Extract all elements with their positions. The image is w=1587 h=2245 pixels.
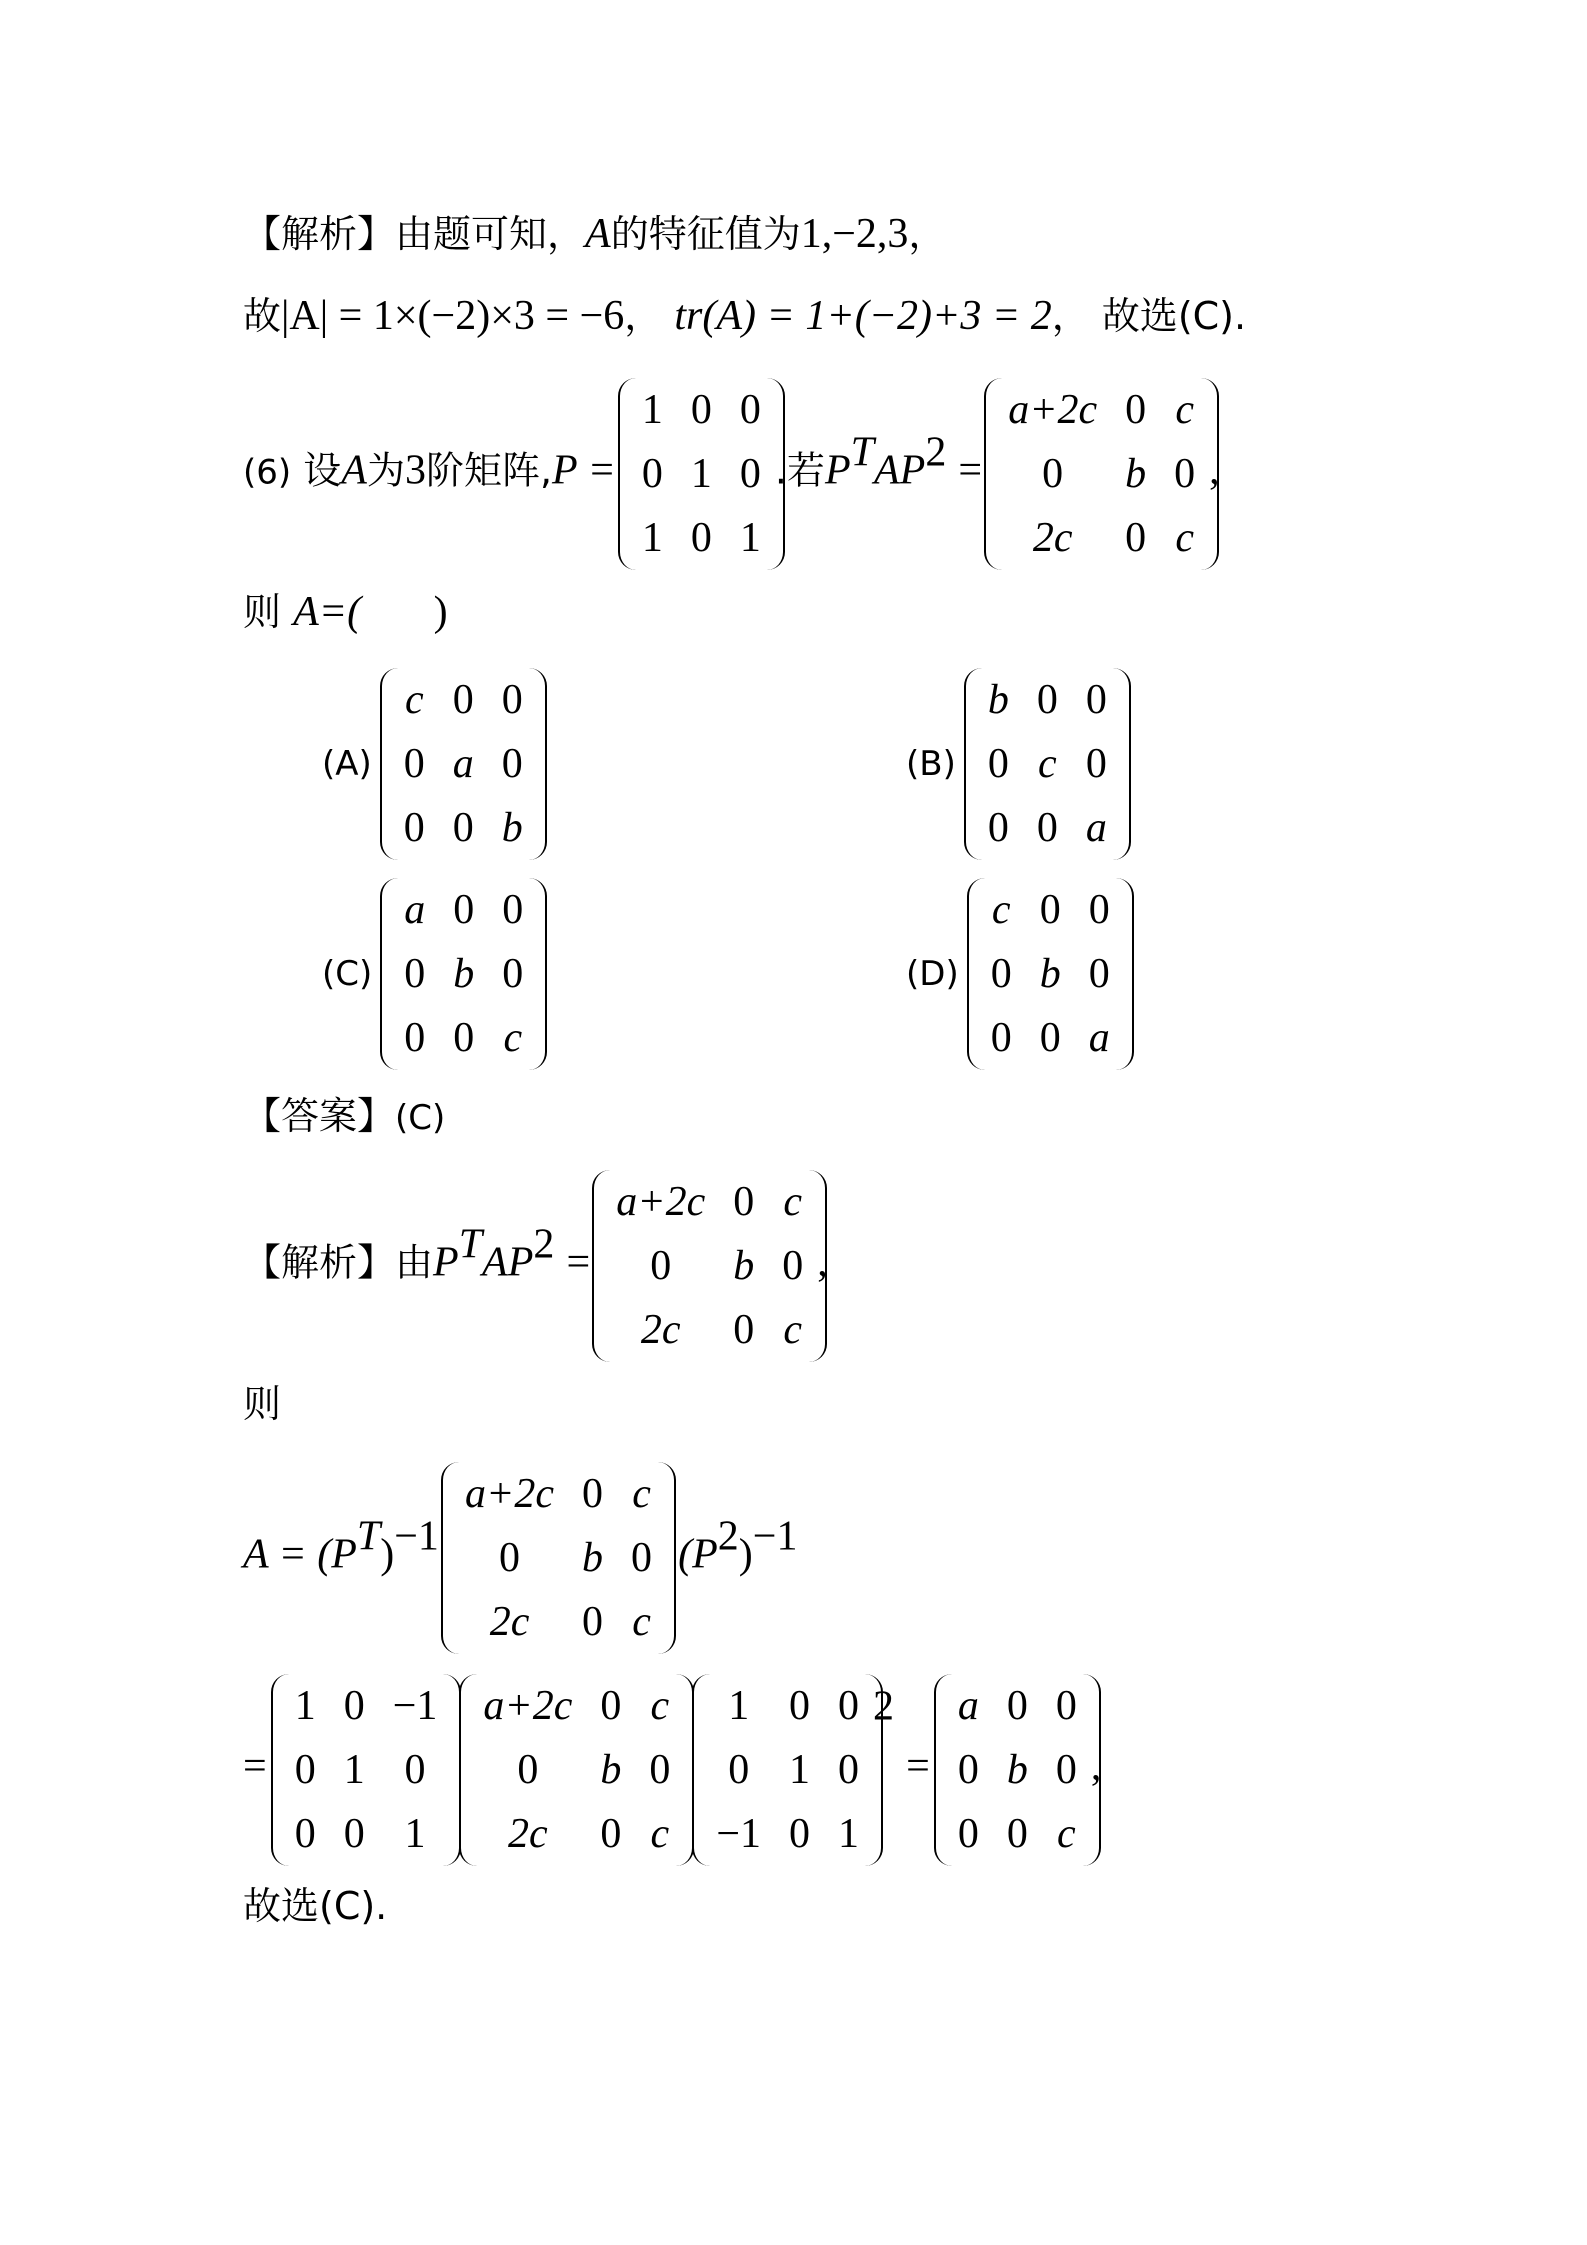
matrix-cell: 0: [789, 1683, 811, 1729]
matrix-cell: 2c: [508, 1811, 548, 1857]
matrix-P-inverse-T: [281, 1674, 452, 1866]
option-A: [322, 668, 537, 860]
matrix-cell: 0: [343, 1683, 365, 1729]
option-label: (A): [322, 744, 372, 784]
matrix-cell: 0: [1039, 887, 1061, 933]
matrix-given: [451, 1462, 666, 1654]
matrix-cell: 0: [502, 951, 524, 997]
matrix-cell: 0: [987, 741, 1009, 787]
option-matrix: [977, 878, 1124, 1070]
matrix-cell: c: [503, 1015, 523, 1061]
matrix-cell: b: [987, 677, 1009, 723]
analysis-text: 由: [395, 1240, 434, 1285]
blank-close: ): [433, 589, 448, 635]
matrix-cell: 0: [582, 1599, 604, 1645]
then-text: 则: [243, 590, 282, 634]
question-number: (6): [243, 452, 292, 493]
option-C: [322, 878, 537, 1070]
blank-open: A=(: [293, 589, 362, 635]
square-sup: 2: [717, 1513, 739, 1560]
answer-value: (C): [395, 1098, 446, 1138]
punct: ，: [908, 212, 947, 256]
var-A: A: [341, 447, 367, 494]
punct: ,: [817, 1239, 828, 1286]
matrix-cell: c: [991, 887, 1011, 933]
paren-close: ): [738, 1531, 753, 1578]
matrix-cell: 1: [728, 1683, 750, 1729]
matrix-cell: c: [1038, 741, 1057, 787]
matrix-cell: 0: [990, 1015, 1012, 1061]
option-label: (C): [322, 954, 373, 994]
matrix-cell: 0: [838, 1683, 860, 1729]
matrix-cell: c: [650, 1683, 670, 1729]
matrix-cell: 1: [641, 387, 663, 433]
matrix-cell: 1: [294, 1683, 316, 1729]
var-AP: AP: [482, 1239, 534, 1286]
matrix-P: [628, 378, 775, 570]
matrix-cell: 0: [1085, 741, 1107, 787]
matrix-cell: 0: [739, 451, 761, 497]
derivation-line-2: [243, 1674, 1101, 1866]
matrix-cell: 0: [600, 1811, 622, 1857]
matrix-cell: 0: [1055, 1683, 1077, 1729]
eigenvalues: 1,−2,3: [800, 211, 909, 257]
matrix-cell: 2c: [489, 1599, 530, 1645]
matrix-cell: 0: [782, 1243, 804, 1289]
matrix-cell: 0: [343, 1811, 365, 1857]
matrix-cell: 0: [957, 1811, 979, 1857]
lhs-expr: A = (P: [243, 1531, 357, 1578]
matrix-cell: a: [1085, 805, 1107, 851]
transpose-sup: T: [356, 1513, 381, 1560]
option-label: (D): [906, 954, 959, 994]
matrix-cell: c: [632, 1599, 651, 1645]
answer-label: 【答案】: [243, 1094, 396, 1138]
paren-close: ): [380, 1531, 395, 1578]
matrix-cell: b: [501, 805, 523, 851]
then-line: [243, 588, 448, 636]
matrix-cell: c: [1175, 387, 1194, 433]
matrix-cell: 0: [1125, 515, 1147, 561]
matrix-cell: b: [600, 1747, 622, 1793]
matrix-cell: 0: [990, 951, 1012, 997]
matrix-cell: 0: [501, 677, 523, 723]
matrix-cell: 1: [739, 515, 761, 561]
matrix-cell: 0: [452, 805, 474, 851]
matrix-cell: 0: [957, 1747, 979, 1793]
P-equals: P =: [552, 447, 616, 494]
matrix-cell: 2c: [640, 1307, 681, 1353]
matrix-cell: c: [1175, 515, 1194, 561]
equals: =: [243, 1743, 267, 1790]
matrix-cell: 0: [517, 1747, 539, 1793]
square-sup: 2: [925, 429, 947, 476]
square-sup: 2: [873, 1683, 895, 1730]
conclusion-line: [243, 1882, 387, 1930]
then-text: 则: [243, 1382, 282, 1426]
transpose-sup: T: [458, 1221, 483, 1268]
option-matrix: [974, 668, 1121, 860]
punct: ,: [1090, 1743, 1102, 1790]
determinant-expr: |A| = 1×(−2)×3 = −6: [281, 293, 625, 339]
matrix-cell: c: [783, 1179, 803, 1225]
option-matrix: [390, 878, 537, 1070]
matrix-cell: 0: [404, 1015, 426, 1061]
matrix-cell: 0: [294, 1747, 316, 1793]
matrix-cell: 0: [739, 387, 761, 433]
matrix-cell: 0: [1088, 887, 1110, 933]
matrix-cell: c: [1057, 1811, 1076, 1857]
prev-analysis-line: [243, 210, 946, 258]
gu-text: 故: [243, 294, 282, 338]
matrix-cell: 0: [789, 1811, 811, 1857]
derivation-line-1: [243, 1462, 797, 1654]
matrix-cell: b: [582, 1535, 604, 1581]
matrix-cell: 0: [404, 1747, 426, 1793]
matrix-cell: 0: [453, 1015, 475, 1061]
punct: ，: [624, 294, 663, 338]
matrix-cell: 0: [987, 805, 1009, 851]
matrix-cell: 0: [1036, 805, 1058, 851]
prev-calc-line: [243, 292, 1246, 340]
matrix-cell: c: [650, 1811, 670, 1857]
var-A: A: [585, 211, 611, 257]
matrix-cell: 1: [690, 451, 712, 497]
matrix-cell: 0: [650, 1243, 672, 1289]
matrix-cell: a+2c: [483, 1683, 573, 1729]
matrix-cell: 0: [1088, 951, 1110, 997]
question-text: .若: [774, 448, 825, 493]
question-text: 设: [303, 448, 342, 493]
matrix-cell: 2c: [1032, 515, 1073, 561]
matrix-cell: 0: [1085, 677, 1107, 723]
matrix-cell: 0: [733, 1179, 755, 1225]
analysis-label: 【解析】: [243, 212, 396, 256]
trace-expr: tr(A) = 1+(−2)+3 = 2: [674, 293, 1052, 339]
matrix-cell: 0: [728, 1747, 750, 1793]
question-text: 为: [366, 448, 405, 493]
matrix-cell: 0: [403, 741, 425, 787]
square-sup: 2: [533, 1221, 555, 1268]
rhs-expr: (P: [678, 1531, 718, 1578]
matrix-cell: 0: [501, 741, 523, 787]
option-matrix: [390, 668, 537, 860]
matrix-cell: 0: [582, 1471, 604, 1517]
matrix-cell: 0: [452, 677, 474, 723]
inverse-sup: −1: [752, 1513, 798, 1560]
analysis-line: [243, 1170, 828, 1362]
matrix-cell: 0: [453, 887, 475, 933]
matrix-cell: 0: [499, 1535, 521, 1581]
punct: ,: [1209, 447, 1220, 494]
matrix-given: [994, 378, 1209, 570]
matrix-cell: b: [733, 1243, 755, 1289]
matrix-cell: 0: [690, 515, 712, 561]
matrix-cell: 1: [838, 1811, 860, 1857]
matrix-cell: 0: [641, 451, 663, 497]
analysis-text: 由题可知，: [395, 212, 586, 256]
option-B: [906, 668, 1121, 860]
matrix-cell: 0: [631, 1535, 653, 1581]
choose-text: 故选(C).: [1101, 294, 1247, 338]
order-number: 3: [404, 447, 426, 494]
matrix-cell: 0: [1174, 451, 1196, 497]
matrix-cell: 0: [1055, 1747, 1077, 1793]
matrix-cell: a+2c: [465, 1471, 555, 1517]
matrix-cell: 0: [1125, 387, 1147, 433]
question-text: 阶矩阵,: [425, 448, 553, 493]
then-line-2: [243, 1380, 281, 1428]
matrix-cell: a: [452, 741, 474, 787]
matrix-cell: 1: [641, 515, 663, 561]
transpose-sup: T: [850, 429, 874, 476]
matrix-cell: 0: [404, 951, 426, 997]
equals: =: [958, 447, 983, 494]
matrix-cell: 1: [789, 1747, 811, 1793]
matrix-cell: b: [1125, 451, 1147, 497]
option-D: [906, 878, 1124, 1070]
matrix-cell: 0: [600, 1683, 622, 1729]
matrix-cell: b: [453, 951, 475, 997]
matrix-cell: a: [1088, 1015, 1110, 1061]
matrix-cell: a+2c: [1008, 387, 1098, 433]
matrix-cell: 0: [403, 805, 425, 851]
var-P: P: [824, 447, 851, 494]
matrix-cell: −1: [716, 1811, 762, 1857]
matrix-cell: 0: [690, 387, 712, 433]
equals: =: [566, 1239, 591, 1286]
matrix-P-inverse: [702, 1674, 873, 1866]
answer-line: [243, 1092, 445, 1142]
matrix-cell: 1: [404, 1811, 426, 1857]
punct: ，: [1051, 294, 1090, 338]
matrix-cell: 0: [502, 887, 524, 933]
var-AP: AP: [874, 447, 926, 494]
matrix-cell: 0: [838, 1747, 860, 1793]
matrix-cell: 0: [1036, 677, 1058, 723]
matrix-given: [602, 1170, 817, 1362]
matrix-cell: 0: [1006, 1811, 1028, 1857]
inverse-sup: −1: [394, 1513, 439, 1560]
matrix-cell: b: [1039, 951, 1061, 997]
matrix-cell: a: [404, 887, 426, 933]
conclusion-text: 故选(C).: [243, 1884, 388, 1928]
analysis-label: 【解析】: [243, 1240, 396, 1285]
equals: =: [906, 1743, 930, 1790]
matrix-cell: 0: [1042, 451, 1064, 497]
matrix-cell: −1: [392, 1683, 438, 1729]
matrix-cell: 1: [343, 1747, 365, 1793]
matrix-cell: a+2c: [616, 1179, 706, 1225]
var-P: P: [433, 1239, 459, 1286]
analysis-text: 的特征值为: [610, 212, 801, 256]
matrix-cell: 0: [733, 1307, 755, 1353]
matrix-cell: 0: [1006, 1683, 1028, 1729]
matrix-cell: 0: [649, 1747, 671, 1793]
matrix-cell: c: [783, 1307, 803, 1353]
option-label: (B): [906, 744, 956, 784]
matrix-cell: c: [632, 1471, 651, 1517]
matrix-cell: c: [404, 677, 424, 723]
matrix-cell: b: [1006, 1747, 1028, 1793]
matrix-given: [469, 1674, 684, 1866]
matrix-cell: 0: [1039, 1015, 1061, 1061]
matrix-result: [944, 1674, 1091, 1866]
question-line: [243, 378, 1220, 570]
matrix-cell: a: [957, 1683, 979, 1729]
matrix-cell: 0: [294, 1811, 316, 1857]
